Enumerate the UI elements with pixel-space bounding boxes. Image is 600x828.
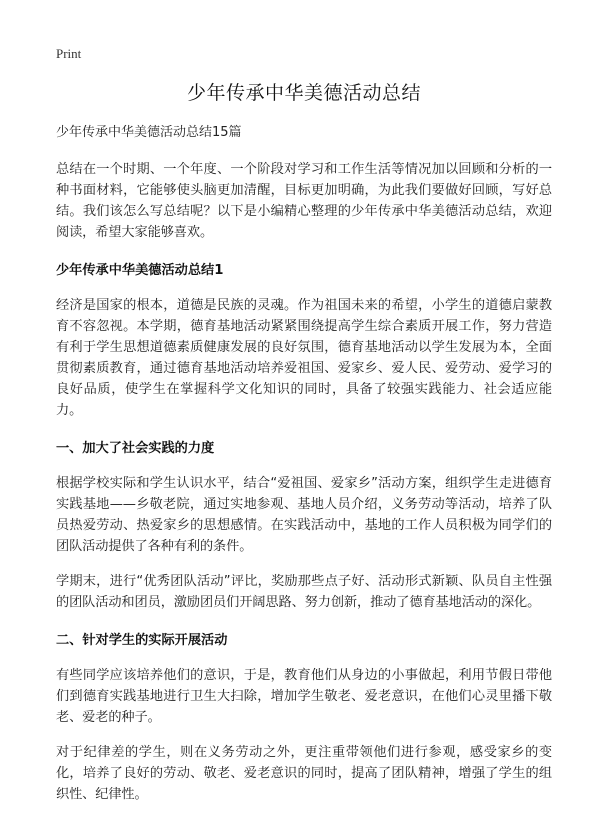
student-activities-paragraph-2: 对于纪律差的学生，则在义务劳动之外，更注重带领他们进行参观，感受家乡的变化，培养了良好的劳动、敬老、爱老意识的同时，提高了团队精神，增强了学生的组织性、纪律性。 [56, 745, 552, 802]
student-activities-paragraph-1: 有些同学应该培养他们的意识，于是，教育他们从身边的小事做起，利用节假日带他们到德育实践基地进行卫生大扫除，增加学生敬老、爱老意识，在他们心灵里播下敬老、爱老的种子。 [56, 668, 552, 725]
intro-paragraph: 总结在一个时期、一个年度、一个阶段对学习和工作生活等情况加以回顾和分析的一种书面材料，它能够使头脑更加清醒，目标更加明确，为此我们要做好回顾，写好总结。我们该怎么写总结呢？以下是小编精心整理的少年传承中华美德活动总结，欢迎阅读，希望大家能够喜欢。 [56, 162, 552, 240]
social-practice-paragraph-2: 学期末，进行“优秀团队活动”评比，奖励那些点子好、活动形式新颖、队员自主性强的团队活动和团员，激励团员们开阔思路、努力创新，推动了德育基地活动的深化。 [56, 574, 552, 610]
page-title: 少年传承中华美德活动总结 [186, 82, 421, 104]
document-subtitle: 少年传承中华美德活动总结15篇 [56, 125, 242, 140]
print-link[interactable]: Print [56, 46, 82, 61]
heading-student-activities: 二、针对学生的实际开展活动 [56, 633, 228, 648]
section-1-title: 少年传承中华美德活动总结1 [56, 263, 224, 278]
section-1-paragraph: 经济是国家的根本，道德是民族的灵魂。作为祖国未来的希望，小学生的道德启蒙教育不容忽视。本学期，德育基地活动紧紧围绕提高学生综合素质开展工作，努力营造有利于学生思想道德素质健康发展的良好氛围，德育基地活动以学生发展为本，全面贯彻素质教育，通过德育基地活动培养爱祖国、爱家乡、爱人民、爱劳动、爱学习的良好品质，使学生在掌握科学文化知识的同时，具备了较强实践能力、社会适应能力。 [56, 298, 552, 418]
document-body [56, 78, 552, 819]
social-practice-paragraph-1: 根据学校实际和学生认识水平，结合“爱祖国、爱家乡”活动方案，组织学生走进德育实践基地——乡敬老院，通过实地参观、基地人员介绍，义务劳动等活动，培养了队员热爱劳动、热爱家乡的思想感情。在实践活动中，基地的工作人员积极为同学们的团队活动提供了各种有利的条件。 [56, 476, 552, 554]
heading-social-practice: 一、加大了社会实践的力度 [56, 441, 215, 456]
